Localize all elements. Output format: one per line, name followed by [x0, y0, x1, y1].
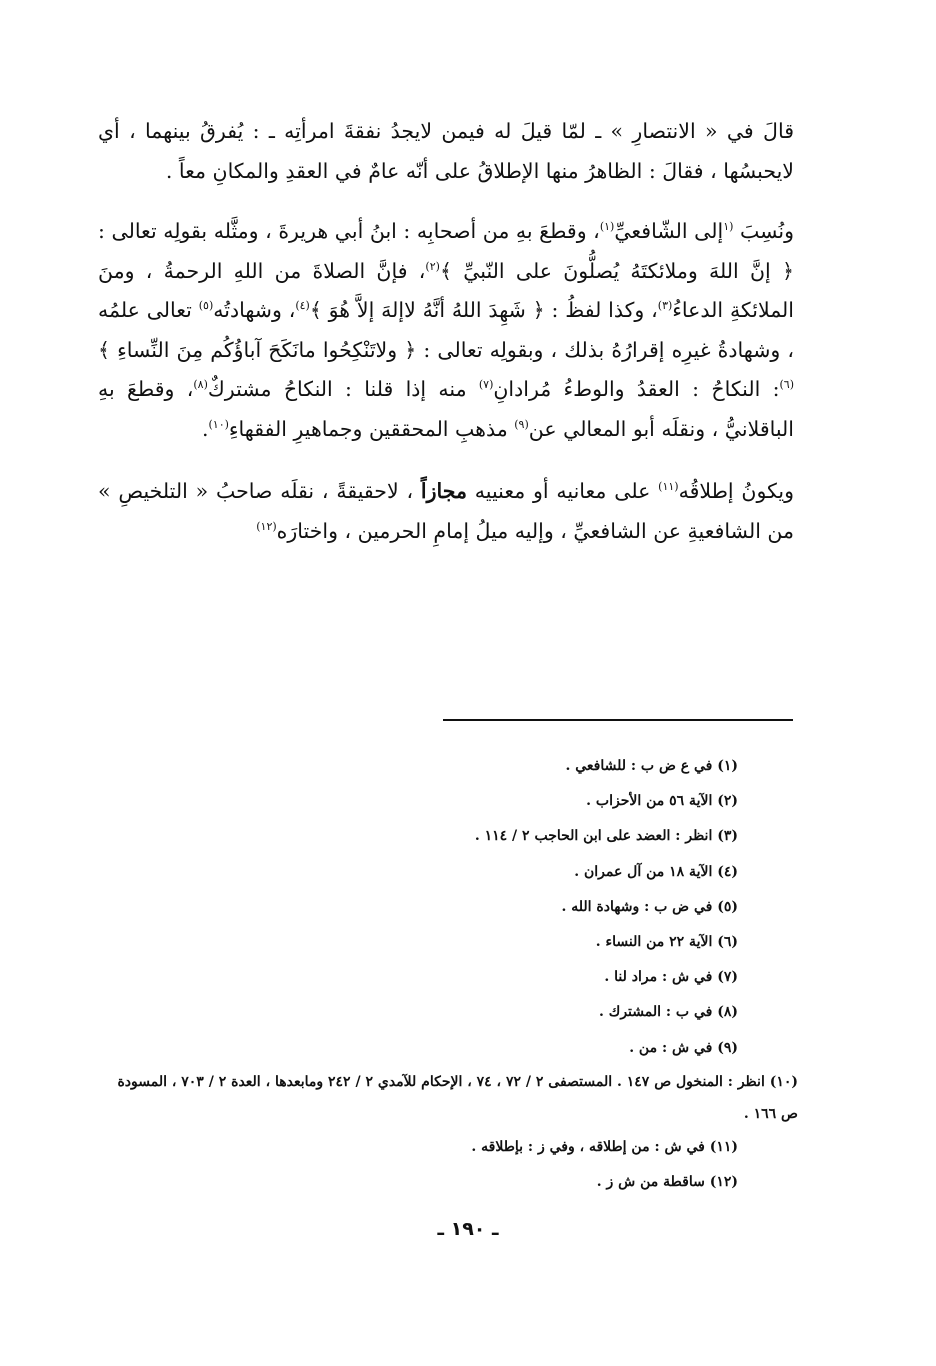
paragraph-2-text: إلى الشّافعيِّ: [614, 219, 724, 243]
footnote-8: (٨) في ب : المشترك .: [599, 1004, 738, 1021]
paragraph-2-text: ، فإنَّ الصلاةَ من اللهِ الرحمةُ ، ومنَ الملائكةِ الدعاءُ: [98, 258, 794, 322]
footnote-7: (٧) في ش : مراد لنا .: [604, 969, 738, 986]
paragraph-3-text: ، لاحقيقةً ، نقلَه صاحبُ « التلخيصِ » من الشافعيةِ عن الشافعيِّ ، وإليه ميلُ إمامِ الحرمين ، واختارَه: [98, 479, 794, 543]
footnote-ref-11: (١١): [658, 480, 679, 494]
footnote-ref-3: (٣): [657, 299, 673, 313]
paragraph-2-text: ونُسِبَ: [733, 219, 795, 243]
paragraph-1: [98, 112, 794, 191]
page-body: [98, 112, 794, 551]
emphasis-majazan: مجازاً: [420, 479, 467, 503]
footnote-5: (٥) في ض ب : وشهادة الله .: [561, 898, 738, 915]
footnote-ref-10: (١٠): [208, 417, 229, 431]
footnotes: [98, 749, 798, 1200]
paragraph-3-text: ويكونُ إطلاقُه: [678, 479, 794, 503]
footnote-1: (١) في ع ض ب : للشافعي .: [565, 758, 738, 774]
paragraph-2-text: منه إذا قلنا : النكاحُ مشتركٌ: [207, 377, 479, 401]
paragraph-2: [98, 212, 794, 449]
paragraph-2-text: مذهبِ المحققين وجماهيرِ الفقهاءِ: [228, 416, 515, 441]
paragraph-3: [98, 472, 794, 551]
footnote-9: (٩) في ش : من .: [629, 1039, 738, 1056]
footnote-2: (٢) الآية ٥٦ من الأحزاب .: [586, 793, 738, 810]
footnote-11: (١١) في ش : من إطلاقه ، وفي ز : بإطلاقه .: [471, 1138, 738, 1155]
paragraph-2-text: ، وشهادتُه: [213, 298, 296, 322]
footnote-ref-4: (٤): [295, 299, 310, 313]
paragraph-2-text: : النكاحُ : العقدُ والوطءُ مُرادانِ: [493, 377, 780, 401]
footnote-ref-6: (٦): [779, 378, 794, 392]
paragraph-2-text: تعالى علمُه ، وشهادةُ غيرِه إقرارُهُ بذلك ، وبقولِه تعالى : ﴿ ولاتَنْكِحُوا مانَكَحَ آباؤُكُم مِنَ النِّساءِ ﴾: [98, 298, 794, 362]
footnote-ref-2: (٢): [425, 259, 440, 273]
paragraph-2-text: .: [201, 416, 209, 441]
footnote-6: (٦) الآية ٢٢ من النساء .: [595, 934, 738, 951]
footnote-ref-7: (٧): [478, 378, 494, 392]
footnote-separator: [443, 719, 793, 721]
footnote-ref-5: (٥): [198, 299, 214, 313]
footnote-4: (٤) الآية ١٨ من آل عمران .: [574, 863, 738, 880]
footnote-ref-1: (١): [599, 220, 615, 234]
footnote-ref-1a: (١: [723, 220, 734, 234]
footnote-3: (٣) انظر : العضد على ابن الحاجب ٢ / ١١٤ .: [474, 828, 738, 845]
page-number: ـ ١٩٠ ـ: [437, 1218, 499, 1240]
paragraph-1-line-2: أي لايحبسُها ، فقالَ : الظاهرُ منها الإطلاقُ على أنّه عامٌ في العقدِ والمكانِ معاً .: [98, 119, 794, 183]
footnote-ref-8: (٨): [193, 378, 208, 392]
paragraph-3-text: على معانيه أو معنييه: [466, 479, 659, 503]
paragraph-2-text: ، وقطعَ بهِ من أصحابِه : ابنُ أبي هريرةَ ، ومثَّله بقولِه تعالى : ﴿ إنَّ اللهَ وملائكتَهُ يُصلُّونَ على النّبيِّ ﴾: [98, 219, 794, 283]
main-text: [98, 112, 794, 551]
paragraph-1-line-1: قالَ في « الانتصارِ » ـ لمّا قيلَ له فيمن لايجدُ نفقةَ امرأتِه ـ : يُفرقُ بينهما ،: [129, 119, 794, 143]
paragraph-2-text: ، وكذا لفظُ : ﴿ شَهِدَ اللهُ أنَّهُ لاإلهَ إلاَّ هُوَ ﴾: [309, 298, 658, 322]
footnote-ref-9: (٩): [514, 417, 529, 431]
footnote-10: (١٠) انظر : المنخول ص ١٤٧ . المستصفى ٢ / ٧٢ ، ٧٤ ، الإحكام للآمدي ٢ / ٢٤٢ ومابعدها ، العدة ٢ / ٧٠٣ ، المسودة ص ١٦٦ .: [117, 1073, 798, 1122]
footnote-ref-12: (١٢): [256, 519, 277, 533]
footnote-12: (١٢) ساقطة من ش ز .: [596, 1174, 738, 1191]
paragraph-2-text: ، وقطعَ بهِ الباقلانيُّ ، ونقلَه أبو المعالي عن: [98, 377, 794, 441]
